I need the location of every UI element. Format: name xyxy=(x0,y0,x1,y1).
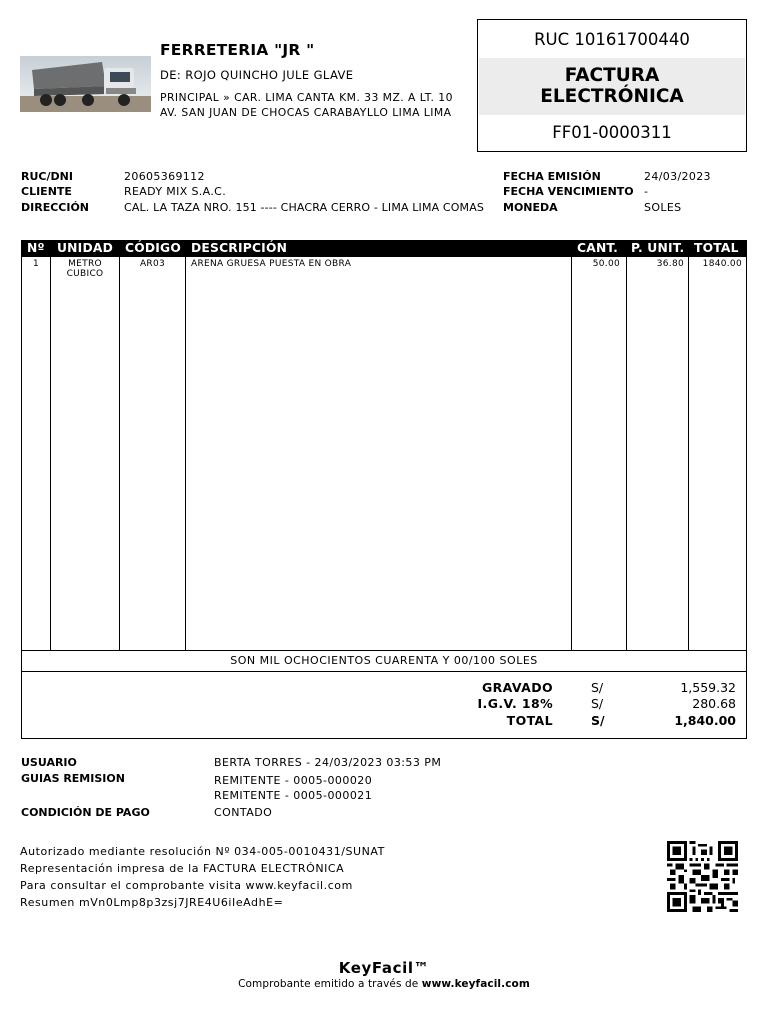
qr-code-icon xyxy=(665,841,740,912)
brand-name: KeyFacil™ xyxy=(338,959,430,977)
row-unit xyxy=(51,259,119,279)
document-type xyxy=(479,58,745,115)
igv-currency: S/ xyxy=(591,696,604,711)
items-table xyxy=(21,240,747,651)
igv-label: I.G.V. 18% xyxy=(477,696,553,711)
company-owner: DE: ROJO QUINCHO JULE GLAVE xyxy=(160,68,354,82)
guide-item: REMITENTE - 0005-000020 xyxy=(214,774,373,787)
guide-item: REMITENTE - 0005-000021 xyxy=(214,789,373,802)
due-date-label: FECHA VENCIMIENTO xyxy=(503,185,634,198)
client-value: READY MIX S.A.C. xyxy=(124,185,227,198)
ruc-dni-label: RUC/DNI xyxy=(21,170,73,183)
payment-label: CONDICIÓN DE PAGO xyxy=(21,806,150,819)
brand-site-link[interactable]: www.keyfacil.com xyxy=(421,978,530,990)
brand-note-prefix: Comprobante emitido a través de xyxy=(238,978,422,990)
client-label: CLIENTE xyxy=(21,185,72,198)
legal-resolution: Autorizado mediante resolución Nº 034-005-0010431/SUNAT xyxy=(20,845,385,858)
company-name: FERRETERIA "JR " xyxy=(160,41,315,59)
address-value: CAL. LA TAZA NRO. 151 ---- CHACRA CERRO - LIMA LIMA COMAS xyxy=(124,201,484,214)
row-unit-line1: METRO xyxy=(68,259,102,269)
row-code: AR03 xyxy=(139,259,166,269)
column-divider xyxy=(119,257,120,651)
issuer-ruc: RUC 10161700440 xyxy=(534,30,690,49)
company-address-line2: AV. SAN JUAN DE CHOCAS CARABAYLLO LIMA LIMA xyxy=(160,106,452,119)
guides-label: GUIAS REMISION xyxy=(21,772,125,785)
header-unit: UNIDAD xyxy=(57,241,113,255)
header-code: CÓDIGO xyxy=(125,241,182,255)
document-id-box xyxy=(477,19,747,152)
total-currency: S/ xyxy=(591,713,605,728)
row-quantity: 50.00 xyxy=(592,259,620,269)
gravado-amount: 1,559.32 xyxy=(680,680,736,695)
header-quantity: CANT. xyxy=(577,241,619,255)
total-label: TOTAL xyxy=(506,713,553,728)
header-unit-price: P. UNIT. xyxy=(631,241,685,255)
items-table-header xyxy=(21,240,747,257)
ruc-dni-value: 20605369112 xyxy=(124,170,205,183)
row-unit-line2: CUBICO xyxy=(66,269,104,279)
user-value: BERTA TORRES - 24/03/2023 03:53 PM xyxy=(214,756,442,769)
header-number: Nº xyxy=(27,241,45,255)
due-date-value: - xyxy=(644,185,649,198)
currency-value: SOLES xyxy=(644,201,682,214)
row-total: 1840.00 xyxy=(702,259,742,269)
gravado-currency: S/ xyxy=(591,680,604,695)
issue-date-value: 24/03/2023 xyxy=(644,170,711,183)
legal-representation: Representación impresa de la FACTURA ELECTRÓNICA xyxy=(20,862,345,875)
document-number: FF01-0000311 xyxy=(552,123,672,142)
issue-date-label: FECHA EMISIÓN xyxy=(503,170,601,183)
document-type-line1: FACTURA xyxy=(564,65,660,86)
brand-note xyxy=(0,978,768,990)
column-divider xyxy=(626,257,627,651)
header-description: DESCRIPCIÓN xyxy=(191,241,288,255)
company-address-line1: PRINCIPAL » CAR. LIMA CANTA KM. 33 MZ. A LT. 10 xyxy=(160,91,453,104)
document-type-line2: ELECTRÓNICA xyxy=(540,86,684,107)
column-divider xyxy=(185,257,186,651)
column-divider xyxy=(571,257,572,651)
row-description: ARENA GRUESA PUESTA EN OBRA xyxy=(191,259,352,269)
igv-amount: 280.68 xyxy=(692,696,736,711)
currency-label: MONEDA xyxy=(503,201,558,214)
dump-truck-logo xyxy=(20,56,151,112)
column-divider xyxy=(688,257,689,651)
total-amount: 1,840.00 xyxy=(674,713,736,728)
gravado-label: GRAVADO xyxy=(481,680,553,695)
amount-in-words: SON MIL OCHOCIENTOS CUARENTA Y 00/100 SOLES xyxy=(21,650,747,672)
payment-value: CONTADO xyxy=(214,806,273,819)
row-number: 1 xyxy=(32,259,40,269)
address-label: DIRECCIÓN xyxy=(21,201,90,214)
legal-hash: Resumen mVn0Lmp8p3zsj7JRE4U6iIeAdhE= xyxy=(20,896,284,909)
header-total: TOTAL xyxy=(694,241,739,255)
user-label: USUARIO xyxy=(21,756,77,769)
row-unit-price: 36.80 xyxy=(656,259,684,269)
legal-consult: Para consultar el comprobante visita www.keyfacil.com xyxy=(20,879,353,892)
column-divider xyxy=(50,257,51,651)
